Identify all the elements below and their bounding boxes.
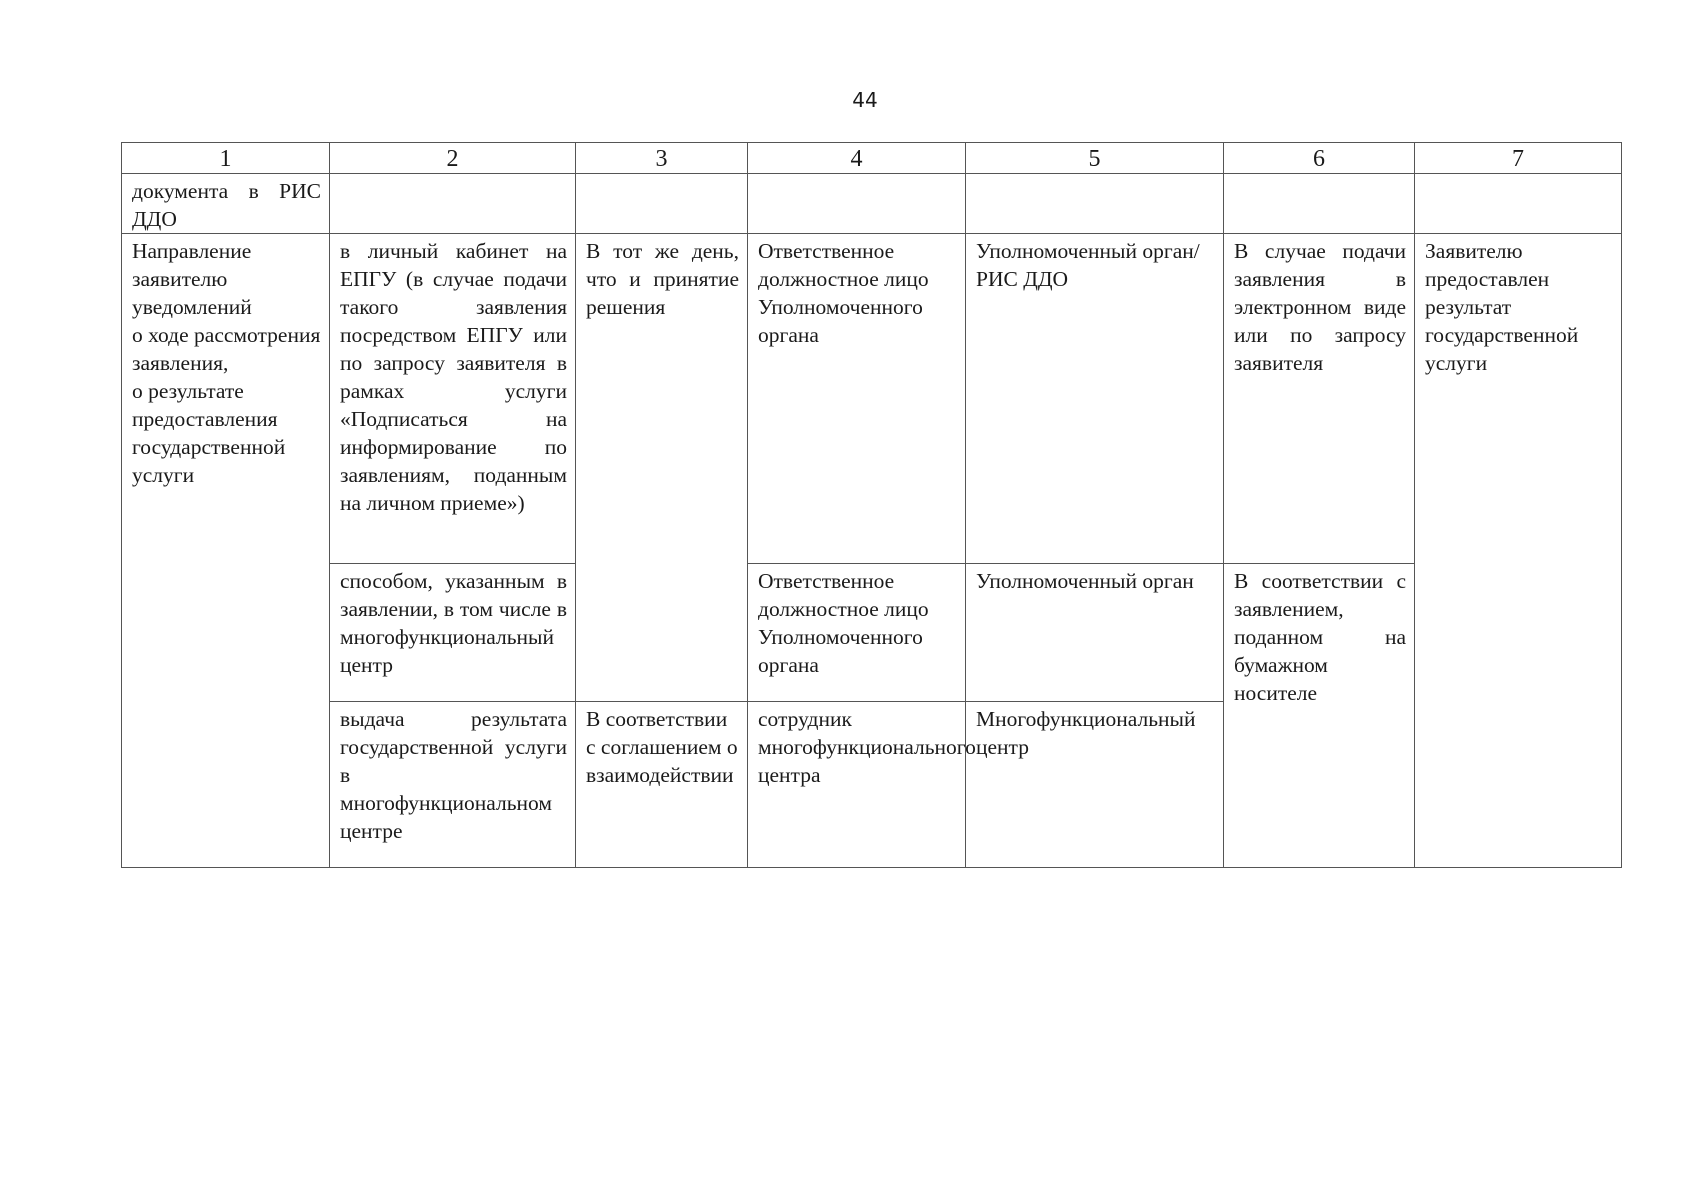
table-row [122,174,1622,234]
table-row [122,234,1622,564]
column-number-2: 2 [330,143,576,174]
table-cell: В соответствии с заявлением, поданном на бумажном носителе [1224,564,1415,868]
table-cell-empty [1415,174,1622,234]
table-cell-empty [748,174,966,234]
table-cell: сотрудник многофункционального центра [748,702,966,868]
table-cell-result: Заявителю предоставлен результат государственной услуги [1415,234,1622,868]
table-cell: Уполномоченный орган [966,564,1224,702]
column-number-6: 6 [1224,143,1415,174]
table-cell: Ответственное должностное лицо Уполномоченного органа [748,564,966,702]
table-cell: Уполномоченный орган/РИС ДДО [966,234,1224,564]
column-number-1: 1 [122,143,330,174]
table-cell-empty [966,174,1224,234]
table-cell-empty [576,174,748,234]
page-number: 44 [852,88,878,112]
table-cell: В соответствии с соглашением о взаимодействии [576,702,748,868]
table-cell: выдача результата государственной услуги в многофункциональном центре [330,702,576,868]
column-number-4: 4 [748,143,966,174]
table-cell: в личный кабинет на ЕПГУ (в случае подачи такого заявления посредством ЕПГУ или по запросу заявителя в рамках услуги «Подписаться на информирование по заявлениям, поданным на личном приеме») [330,234,576,564]
column-number-row [122,143,1622,174]
table-cell: В случае подачи заявления в электронном виде или по запросу заявителя [1224,234,1415,564]
table-cell: В тот же день, что и принятие решения [576,234,748,702]
column-number-5: 5 [966,143,1224,174]
table-cell: документа в РИС ДДО [122,174,330,234]
table-cell: Ответственное должностное лицо Уполномоченного органа [748,234,966,564]
table-cell: Многофункциональный центр [966,702,1224,868]
table-cell: способом, указанным в заявлении, в том числе в многофункциональный центр [330,564,576,702]
table-row [122,564,1622,702]
column-number-3: 3 [576,143,748,174]
table-cell-empty [1224,174,1415,234]
table-cell-action: Направление заявителю уведомлений о ходе рассмотрения заявления, о результате предоставления государственной услуги [122,234,330,868]
process-table [121,142,1622,868]
column-number-7: 7 [1415,143,1622,174]
table-cell-empty [330,174,576,234]
